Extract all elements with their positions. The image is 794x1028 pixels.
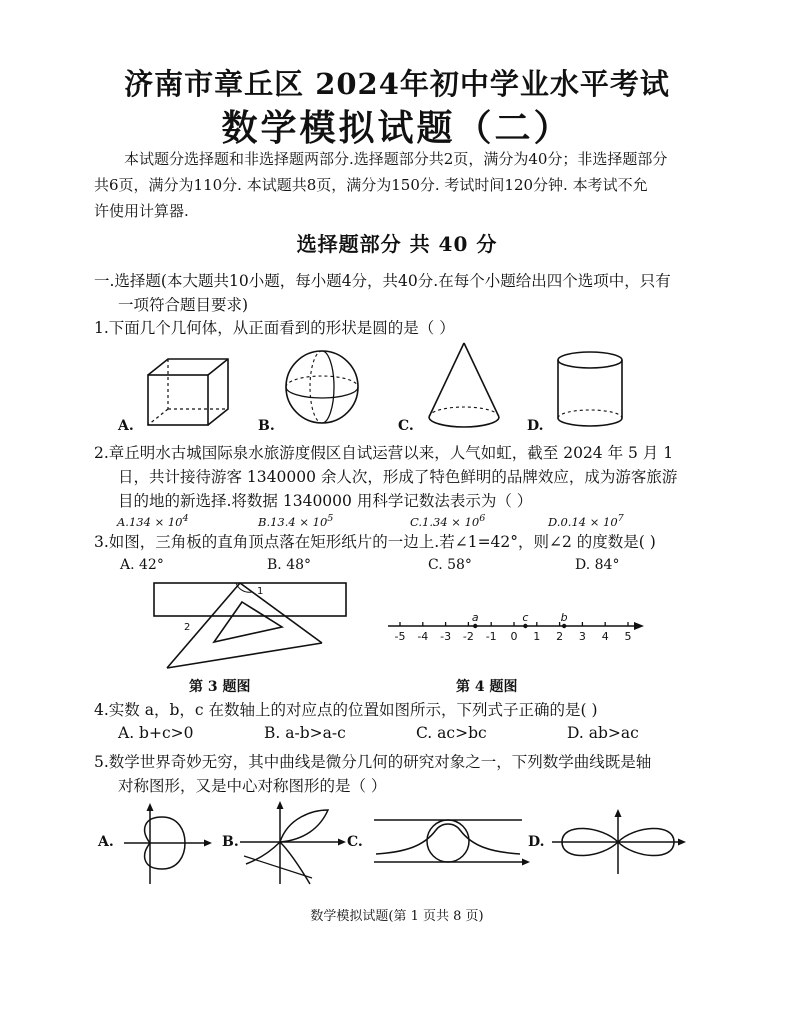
- q3-figure: [150, 580, 350, 675]
- q1-option-label-b: B.: [258, 418, 275, 434]
- number-line-point-label-b: b: [560, 611, 568, 624]
- number-line-point-a: [473, 624, 477, 628]
- exam-subtitle: 数学模拟试题（二）: [221, 107, 573, 149]
- q2-option-b: $B.13.4 \times 10^5$: [258, 513, 334, 529]
- cardioid-curve-icon: [118, 800, 213, 886]
- q5-option-label-a: A.: [98, 834, 114, 850]
- q4-option-a: A. b+c>0: [118, 724, 194, 742]
- q5-option-label-d: D.: [528, 834, 545, 850]
- q2-option-a: $A.134 \times 10^4$: [117, 513, 189, 529]
- q2-stem-line-3: 目的地的新选择.将数据 1340000 用科学记数法表示为（ ）: [118, 492, 533, 510]
- part1-header-line-2: 一项符合题目要求): [118, 296, 249, 314]
- q2-stem-line-1: 2.章丘明水古城国际泉水旅游度假区自试运营以来，人气如虹，截至 2024 年 5 月 1: [94, 444, 674, 462]
- q5-option-label-c: C.: [347, 834, 363, 850]
- lemniscate-curve-icon: [548, 806, 688, 876]
- number-line-point-b: [562, 624, 566, 628]
- intro-line-3: 许使用计算器.: [94, 202, 189, 220]
- cone-icon: [424, 340, 504, 432]
- q1-stem: 1.下面几个几何体，从正面看到的形状是圆的是（ ）: [94, 319, 455, 337]
- q2-option-d: $D.0.14 \times 10^7$: [548, 513, 624, 529]
- number-line-tick-label: 2: [556, 630, 564, 643]
- intro-line-1: 本试题分选择题和非选择题两部分.选择题部分共2页，满分为40分；非选择题部分: [124, 150, 668, 168]
- q2-option-c: $C.1.34 \times 10^6$: [410, 513, 486, 529]
- q3-option-c: C. 58°: [428, 557, 472, 573]
- number-line-tick-label: 3: [578, 630, 586, 643]
- number-line-point-label-a: a: [471, 611, 479, 624]
- number-line-tick-label: -2: [462, 630, 474, 643]
- number-line-tick-label: 0: [510, 630, 518, 643]
- q1-option-label-a: A.: [118, 418, 134, 434]
- q5-stem-line-2: 对称图形，又是中心对称图形的是（ ）: [118, 777, 387, 795]
- q4-option-c: C. ac>bc: [416, 724, 487, 742]
- number-line-tick-label: -1: [485, 630, 497, 643]
- number-line-tick-label: 5: [624, 630, 632, 643]
- folium-curve-icon: [236, 798, 348, 886]
- part1-header-line-1: 一.选择题(本大题共10小题，每小题4分，共40分.在每个小题给出四个选项中，只有: [94, 272, 671, 290]
- q4-caption: 第 4 题图: [456, 679, 518, 695]
- q4-option-d: D. ab>ac: [567, 724, 639, 742]
- q4-option-b: B. a-b>a-c: [264, 724, 346, 742]
- q1-option-label-c: C.: [398, 418, 414, 434]
- cylinder-icon: [553, 350, 627, 430]
- q5-stem-line-1: 5.数学世界奇妙无穷，其中曲线是微分几何的研究对象之一，下列数学曲线既是轴: [94, 753, 652, 771]
- number-line-point-c: [523, 624, 527, 628]
- q2-stem-line-2: 日，共计接待游客 1340000 余人次，形成了特色鲜明的品牌效应，成为游客旅游: [118, 468, 678, 486]
- q1-option-label-d: D.: [527, 418, 544, 434]
- intro-line-2: 共6页，满分为110分. 本试题共8页，满分为150分. 考试时间120分钟. 本考试不允: [94, 176, 648, 194]
- q3-option-d: D. 84°: [575, 557, 620, 573]
- witch-curve-icon: [372, 810, 532, 870]
- q3-option-b: B. 48°: [267, 557, 312, 573]
- q3-option-a: A. 42°: [120, 557, 164, 573]
- number-line-tick-label: 1: [533, 630, 541, 643]
- number-line-tick-label: -5: [394, 630, 406, 643]
- q3-angle-1-label: 1: [257, 586, 264, 597]
- q4-number-line: [386, 608, 648, 644]
- q3-caption: 第 3 题图: [189, 679, 251, 695]
- page-footer: 数学模拟试题(第 1 页共 8 页): [310, 909, 484, 924]
- sphere-icon: [282, 347, 362, 427]
- exam-title: 济南市章丘区 2024年初中学业水平考试: [124, 67, 670, 101]
- number-line-point-label-c: c: [522, 611, 529, 624]
- cube-icon: [140, 355, 240, 435]
- q4-stem: 4.实数 a，b，c 在数轴上的对应点的位置如图所示，下列式子正确的是( ): [94, 701, 598, 719]
- number-line-tick-label: -4: [417, 630, 429, 643]
- q3-stem: 3.如图，三角板的直角顶点落在矩形纸片的一边上.若∠1=42°，则∠2 的度数是( ): [94, 533, 656, 551]
- number-line-tick-label: 4: [601, 630, 609, 643]
- section-title: 选择题部分 共 40 分: [296, 232, 498, 256]
- q3-angle-2-label: 2: [184, 622, 191, 633]
- q5-option-label-b: B.: [222, 834, 239, 850]
- number-line-tick-label: -3: [440, 630, 452, 643]
